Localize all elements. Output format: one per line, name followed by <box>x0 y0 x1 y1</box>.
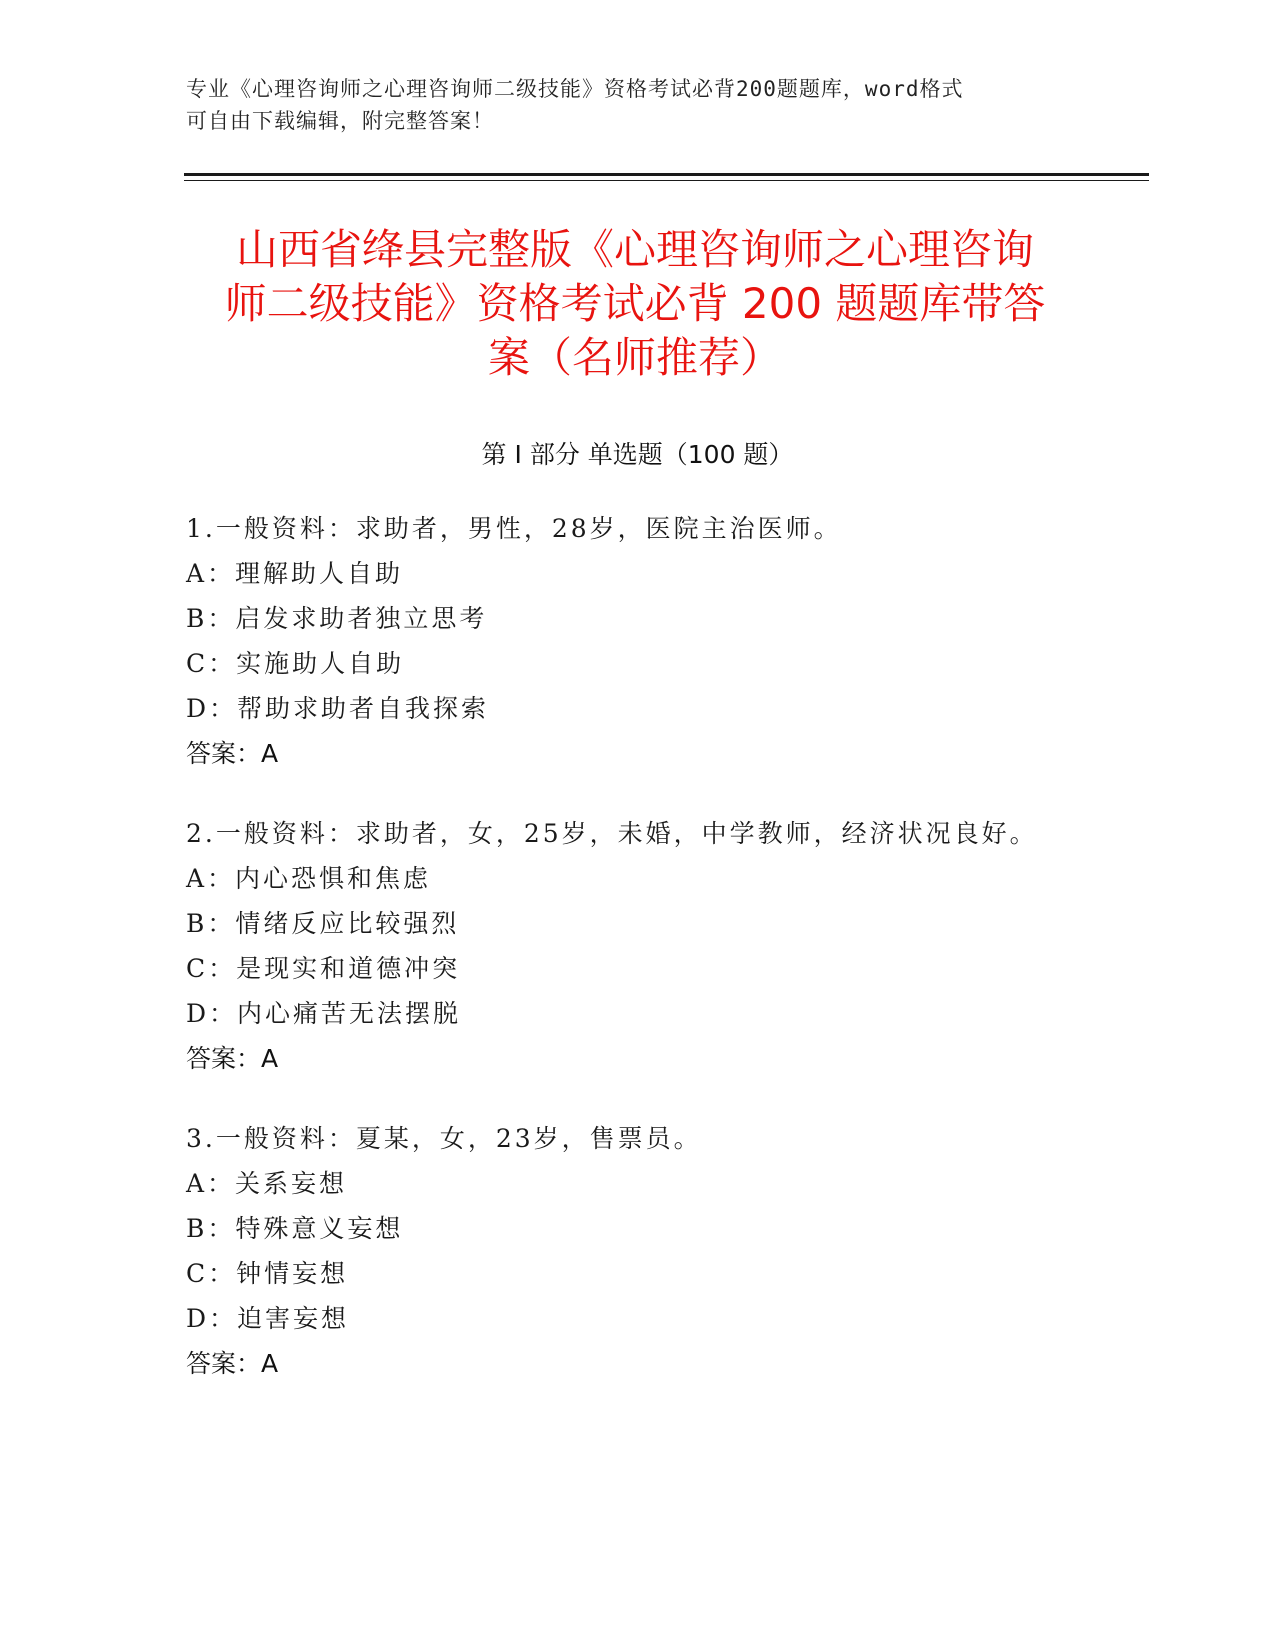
header-note-line-1: 专业《心理咨询师之心理咨询师二级技能》资格考试必背200题题库，word格式 <box>186 77 964 101</box>
option-c: C：是现实和道德冲突 <box>186 954 461 983</box>
option-c: C：实施助人自助 <box>186 649 405 678</box>
option-a: A：关系妄想 <box>186 1169 348 1198</box>
option-c: C：钟情妄想 <box>186 1259 349 1288</box>
option-d: D：帮助求助者自我探索 <box>186 694 490 723</box>
question-stem: 1.一般资料：求助者，男性，28岁，医院主治医师。 <box>186 514 842 543</box>
question-1 <box>186 506 1086 776</box>
option-b: B：启发求助者独立思考 <box>186 604 488 633</box>
header-divider-thick <box>184 173 1149 176</box>
option-b: B：特殊意义妄想 <box>186 1214 404 1243</box>
document-title-line-2: 师二级技能》资格考试必背 200 题题库带答 <box>224 279 1046 328</box>
answer: 答案：A <box>186 739 279 768</box>
header-divider-thin <box>184 180 1149 181</box>
answer: 答案：A <box>186 1044 279 1073</box>
option-d: D：内心痛苦无法摆脱 <box>186 999 462 1028</box>
document-title-line-3: 案（名师推荐） <box>487 333 782 382</box>
option-a: A：理解助人自助 <box>186 559 404 588</box>
question-3 <box>186 1116 1086 1386</box>
question-2 <box>186 811 1086 1081</box>
section-title: 第 I 部分 单选题（100 题） <box>481 440 794 469</box>
question-stem: 2.一般资料：求助者，女，25岁，未婚，中学教师，经济状况良好。 <box>186 819 1038 848</box>
question-stem: 3.一般资料：夏某，女，23岁，售票员。 <box>186 1124 702 1153</box>
document-title <box>180 223 1090 385</box>
option-a: A：内心恐惧和焦虑 <box>186 864 432 893</box>
document-title-line-1: 山西省绛县完整版《心理咨询师之心理咨询 <box>235 225 1034 274</box>
option-b: B：情绪反应比较强烈 <box>186 909 460 938</box>
header-note-line-2: 可自由下载编辑，附完整答案！ <box>186 109 494 133</box>
header-note <box>186 73 1076 137</box>
option-d: D：迫害妄想 <box>186 1304 350 1333</box>
answer: 答案：A <box>186 1349 279 1378</box>
